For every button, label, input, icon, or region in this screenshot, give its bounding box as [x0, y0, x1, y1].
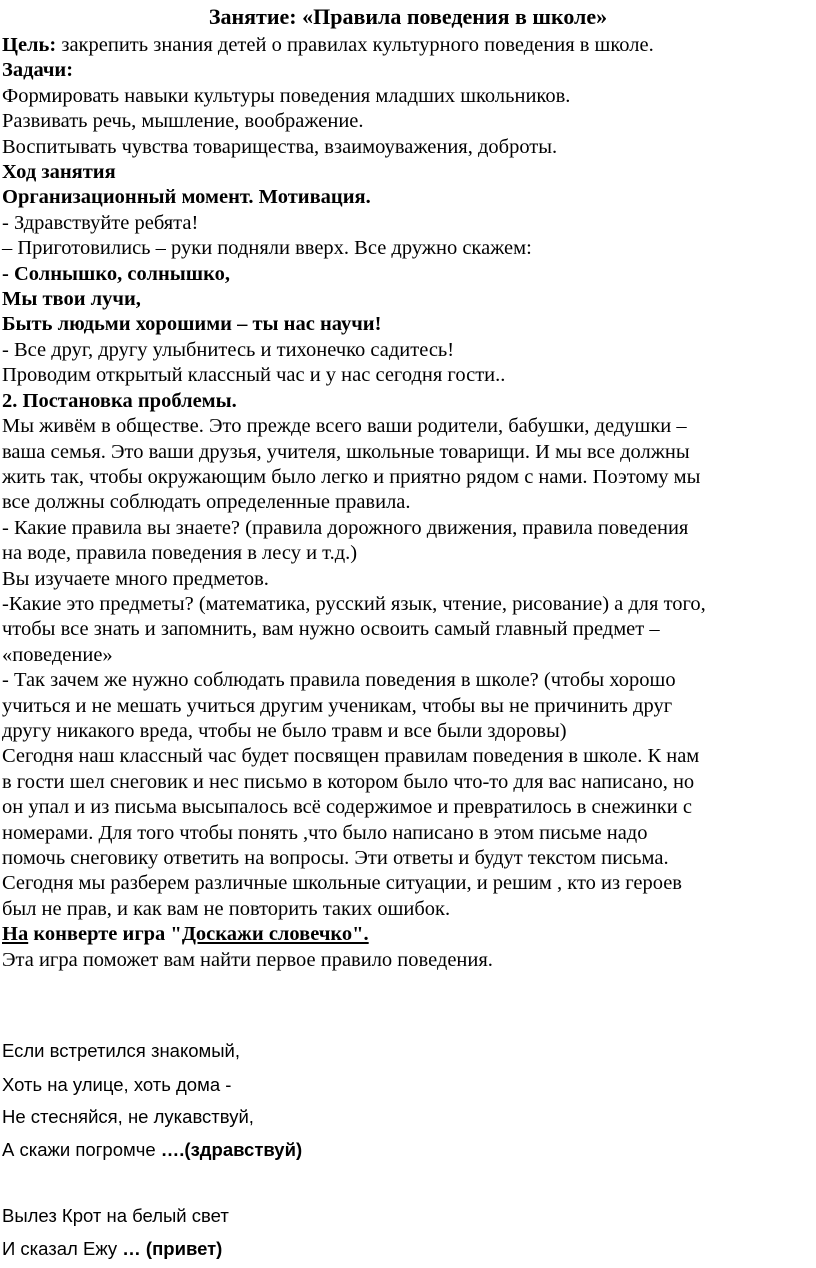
chant-line: Быть людьми хорошими – ты нас научи! [2, 313, 382, 336]
body-line: Вы изучаете много предметов. [2, 567, 269, 590]
body-line: - Какие правила вы знаете? (правила дорожного движения, правила поведения [2, 516, 689, 539]
goal-label: Цель: [2, 34, 57, 56]
body-line: -Какие это предметы? (математика, русский язык, чтение, рисование) а для того, [2, 592, 706, 615]
game-intro: Эта игра поможет вам найти первое правило поведения. [2, 948, 493, 971]
poem1-last-text: А скажи погромче [2, 1139, 161, 1160]
poem1-answer: ….(здравствуй) [160, 1139, 303, 1160]
section1-heading: Организационный момент. Мотивация. [2, 186, 371, 209]
body-line: - Так зачем же нужно соблюдать правила поведения в школе? (чтобы хорошо [2, 669, 676, 692]
document-body [2, 33, 814, 973]
section2-heading: 2. Постановка проблемы. [2, 389, 237, 412]
body-line: другу никакого вреда, чтобы не было травм и все были здоровы) [2, 719, 567, 742]
poem1-line: Не стесняйся, не лукавствуй, [2, 1106, 254, 1127]
poem1-last-line [2, 1139, 302, 1161]
goal-line [2, 33, 814, 58]
chant-line: Мы твои лучи, [2, 288, 141, 311]
body-line: номерами. Для того чтобы понять ,что было написано в этом письме надо [2, 821, 648, 844]
game-heading-part1: На [2, 923, 29, 946]
greeting-line: - Здравствуйте ребята! [2, 211, 199, 234]
body-line: помочь снеговику ответить на вопросы. Эти ответы и будут текстом письма. [2, 847, 669, 869]
poem2-last-text: И сказал Ежу [2, 1238, 123, 1259]
body-line: Сегодня мы разберем различные школьные ситуации, и решим , кто из героев [2, 872, 682, 895]
page-title: Занятие: «Правила поведения в школе» [208, 4, 608, 29]
poem2-line: Вылез Крот на белый свет [2, 1205, 229, 1226]
poem2-answer: … (привет) [122, 1238, 223, 1259]
body-line: чтобы все знать и запомнить, вам нужно освоить самый главный предмет – [2, 618, 660, 641]
task-item: Формировать навыки культуры поведения младших школьников. [2, 84, 571, 107]
game-heading-part3: Доскажи словечко". [181, 923, 369, 946]
greeting-line: – Приготовились – руки подняли вверх. Все дружно скажем: [2, 237, 532, 260]
body-line: ваша семья. Это ваши друзья, учителя, школьные товарищи. И мы все должны [2, 440, 690, 463]
body-line: все должны соблюдать определенные правила. [2, 491, 411, 514]
poem1-line: Если встретился знакомый, [2, 1040, 241, 1061]
tasks-heading: Задачи: [2, 59, 74, 82]
chant-line: - Солнышко, солнышко, [2, 262, 231, 285]
poem1-line: Хоть на улице, хоть дома - [2, 1074, 232, 1095]
body-line: жить так, чтобы окружающим было легко и приятно рядом с нами. Поэтому мы [2, 465, 701, 488]
after-chant-line: - Все друг, другу улыбнитесь и тихонечко садитесь! [2, 338, 455, 361]
after-chant-line: Проводим открытый классный час и у нас сегодня гости.. [2, 364, 506, 387]
goal-text: закрепить знания детей о правилах культурного поведения в школе. [56, 34, 654, 56]
body-line: Мы живём в обществе. Это прежде всего ваши родители, бабушки, дедушки – [2, 415, 687, 438]
task-item: Воспитывать чувства товарищества, взаимоуважения, доброты. [2, 135, 558, 158]
body-line: был не прав, и как вам не повторить таких ошибок. [2, 897, 451, 920]
body-line: «поведение» [2, 643, 113, 666]
lesson-heading: Ход занятия [2, 161, 116, 184]
game-heading-part2: конверте игра " [28, 923, 182, 946]
body-line: Сегодня наш классный час будет посвящен правилам поведения в школе. К нам [2, 745, 700, 768]
poem2-last-line [2, 1238, 222, 1260]
task-item: Развивать речь, мышление, воображение. [2, 110, 364, 133]
body-line: в гости шел снеговик и нес письмо в котором было что-то для вас написано, но [2, 770, 695, 793]
body-line: учиться и не мешать учиться другим ученикам, чтобы вы не причинить друг [2, 694, 673, 717]
body-line: на воде, правила поведения в лесу и т.д.) [2, 542, 358, 565]
body-line: он упал и из письма высыпалось всё содержимое и превратилось в снежинки с [2, 796, 692, 819]
game-heading [2, 922, 814, 947]
